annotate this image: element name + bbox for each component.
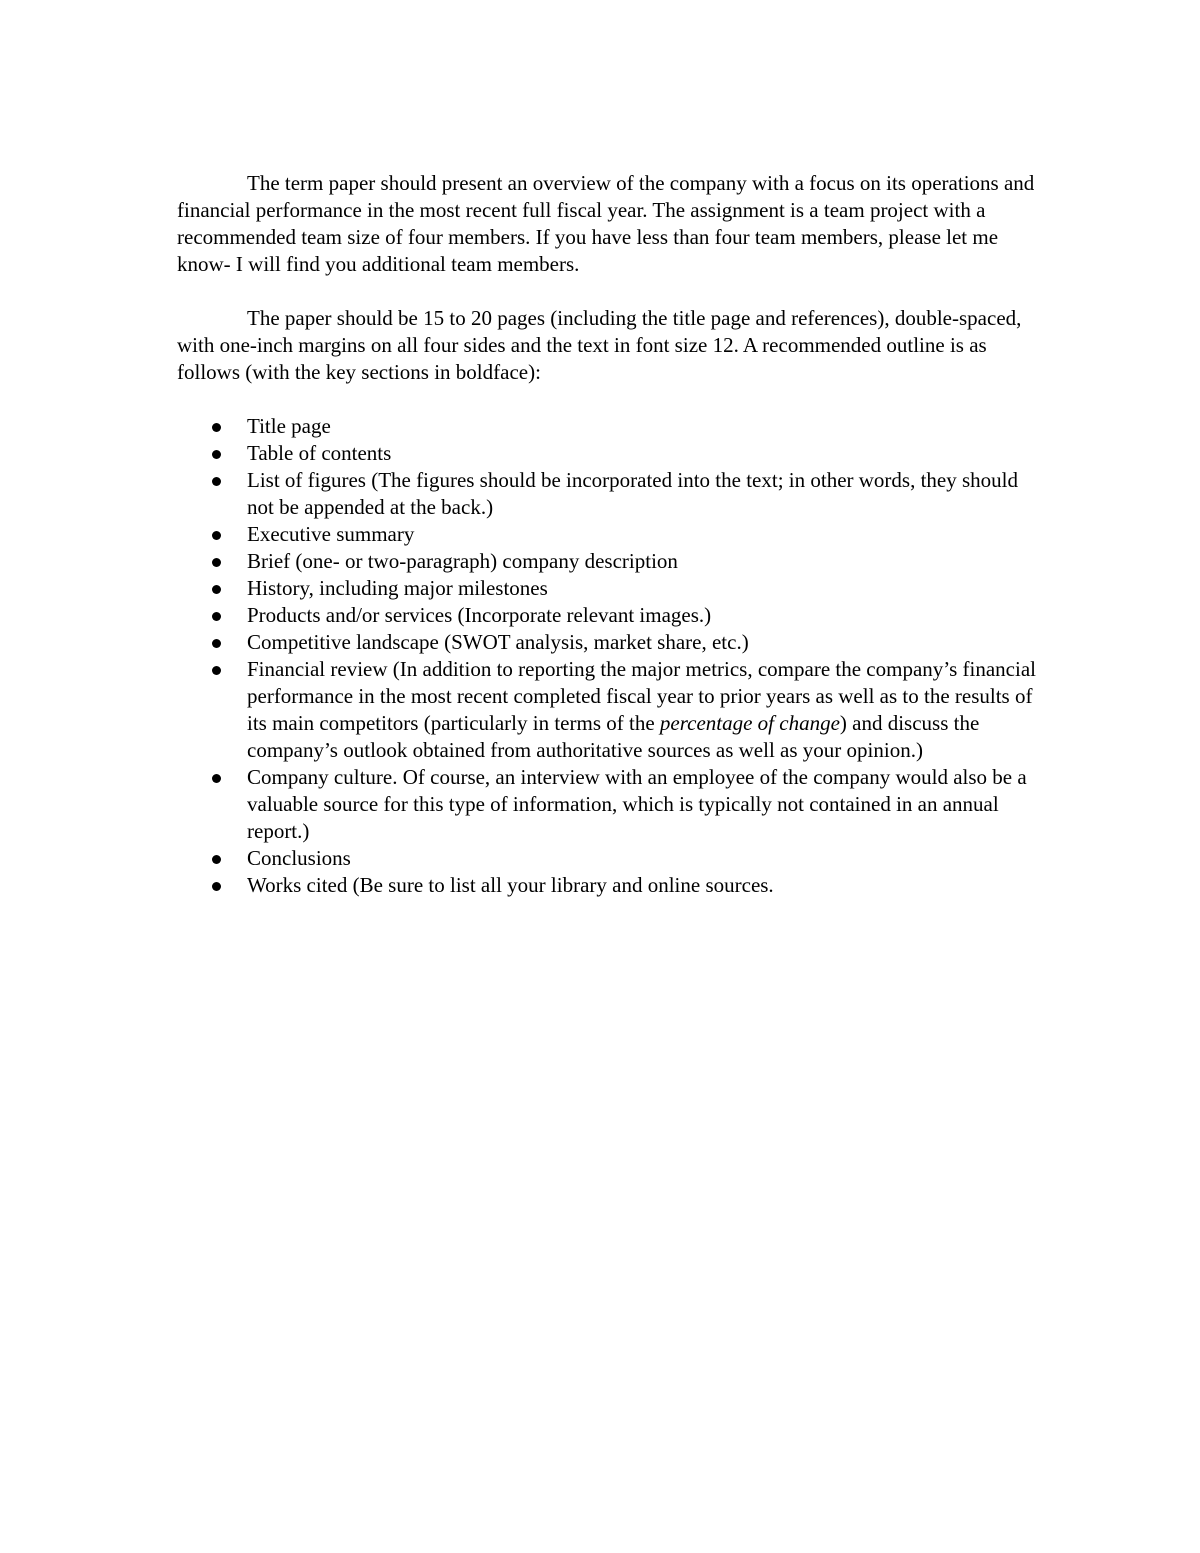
bullet-icon [212, 477, 221, 486]
financial-review-emphasis: percentage of change [659, 711, 840, 735]
outline-item-title-page [177, 413, 1037, 440]
outline-item-text: Title page [247, 414, 331, 438]
bullet-icon [212, 450, 221, 459]
bullet-icon [212, 666, 221, 675]
bullet-icon [212, 855, 221, 864]
outline-item-executive-summary [177, 521, 1037, 548]
outline-item-company-culture [177, 764, 1037, 845]
outline-item-text: Works cited (Be sure to list all your library and online sources. [247, 873, 774, 897]
outline-item-history [177, 575, 1037, 602]
bullet-icon [212, 585, 221, 594]
outline-item-text: Executive summary [247, 522, 415, 546]
outline-item-text: Brief (one- or two-paragraph) company description [247, 549, 678, 573]
outline-item-text: Products and/or services (Incorporate relevant images.) [247, 603, 712, 627]
bullet-icon [212, 639, 221, 648]
bullet-icon [212, 558, 221, 567]
outline-item-text [247, 657, 1036, 762]
bullet-icon [212, 882, 221, 891]
outline-item-competitive-landscape [177, 629, 1037, 656]
outline-item-works-cited [177, 872, 1037, 899]
outline-item-text: List of figures (The figures should be incorporated into the text; in other words, they should not be appended at the back.) [247, 468, 1019, 519]
outline-item-text: Competitive landscape (SWOT analysis, market share, etc.) [247, 630, 749, 654]
financial-review-text-start: Financial review (In addition to reporting the major metrics, compare the company’s financial performance in the most recent completed fiscal year to prior years as well as to the results of its main competitors (particularly in terms of the [247, 657, 1036, 735]
outline-item-text: Table of contents [247, 441, 392, 465]
bullet-icon [212, 774, 221, 783]
outline-item-products-services [177, 602, 1037, 629]
outline-item-text: Company culture. Of course, an interview with an employee of the company would also be a valuable source for this type of information, which is typically not contained in an annual report.) [247, 765, 1027, 843]
document-body [177, 170, 1037, 899]
recommended-outline-list [177, 413, 1037, 899]
requirements-paragraph: The paper should be 15 to 20 pages (including the title page and references), double-spaced, with one-inch margins on all four sides and the text in font size 12. A recommended outline is as follows (with the key sections in boldface): [177, 306, 1022, 384]
outline-item-list-of-figures [177, 467, 1037, 521]
outline-item-text: History, including major milestones [247, 576, 548, 600]
bullet-icon [212, 531, 221, 540]
bullet-icon [212, 612, 221, 621]
outline-item-text: Conclusions [247, 846, 351, 870]
intro-paragraph: The term paper should present an overview of the company with a focus on its operations and financial performance in the most recent full fiscal year. The assignment is a team project with a recommended team size of four members. If you have less than four team members, please let me know- I will find you additional team members. [177, 171, 1035, 276]
outline-item-conclusions [177, 845, 1037, 872]
outline-item-company-description [177, 548, 1037, 575]
outline-item-table-of-contents [177, 440, 1037, 467]
financial-review-text-end: ) and discuss the company’s outlook obtained from authoritative sources as well as your opinion.) [247, 711, 980, 762]
outline-item-financial-review [177, 656, 1037, 764]
bullet-icon [212, 423, 221, 432]
